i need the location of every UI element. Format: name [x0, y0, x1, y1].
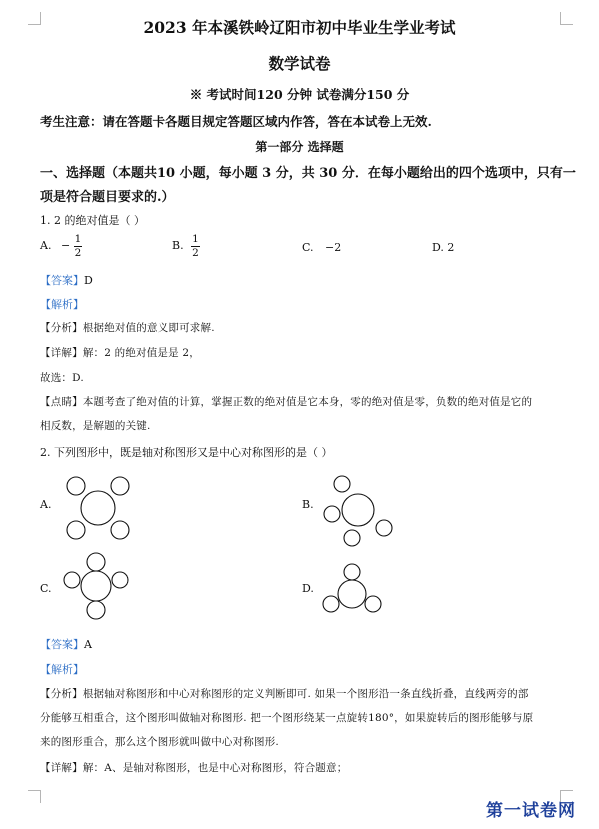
- q2-fenxi-tag: 【分析】: [40, 688, 83, 700]
- q1-option-a-fraction: [74, 234, 83, 258]
- q1-option-c: [302, 241, 341, 254]
- q1-dianjing-line2: 相反数，是解题的关键.: [40, 420, 151, 432]
- section-heading-line1: 一、选择题（本题共10 小题，每小题 3 分，共 30 分．在每小题给出的四个选项中，只有一: [40, 166, 576, 181]
- q2-figure-b: [322, 470, 402, 550]
- q1-option-a-sign: −: [60, 239, 71, 252]
- q1-option-b-denominator: 2: [192, 246, 199, 259]
- q2-fenxi-text: 根据轴对称图形和中心对称图形的定义判断即可. 如果一个图形沿一条直线折叠，直线两旁的部: [82, 688, 529, 700]
- q1-option-b-label: B.: [172, 239, 184, 252]
- q1-fenxi: [40, 320, 215, 335]
- q2-answer-tag: 【答案】: [40, 638, 84, 651]
- exam-title: 2023 年本溪铁岭辽阳市初中毕业生学业考试: [143, 18, 456, 37]
- q1-dianjing-tag: 【点睛】: [40, 396, 83, 408]
- q1-option-b-numerator: 1: [192, 233, 199, 245]
- site-watermark: 第一试卷网: [486, 801, 576, 821]
- q1-option-b: [172, 234, 200, 258]
- exam-subtitle: 数学试卷: [268, 54, 331, 73]
- q1-fenxi-tag: 【分析】: [40, 322, 83, 334]
- q2-figure-a: [60, 470, 140, 550]
- q1-stem: 1. 2 的绝对值是（ ）: [40, 214, 145, 227]
- q1-dianjing-text: 本题考查了绝对值的计算，掌握正数的绝对值是它本身，零的绝对值是零，负数的绝对值是它的: [82, 396, 533, 408]
- q1-xiangjie: [40, 345, 200, 360]
- part-heading: 第一部分 选择题: [255, 140, 344, 154]
- section-heading-line2: 项是符合题目要求的.）: [40, 190, 175, 205]
- q2-fenxi-line2: 分能够互相重合，这个图形叫做轴对称图形. 把一个图形绕某一点旋转180°，如果旋转后的图形能够与原: [40, 712, 534, 724]
- q2-option-d-label: D.: [302, 582, 314, 595]
- q1-analysis-tag: 【解析】: [40, 298, 84, 311]
- q2-option-a-label: A.: [40, 498, 52, 511]
- q1-option-b-fraction: [191, 234, 200, 258]
- q2-figure-c: [60, 552, 140, 620]
- q2-xiangjie-text: 解：A、是轴对称图形，也是中心对称图形，符合题意；: [82, 762, 348, 774]
- q1-answer: [40, 272, 93, 288]
- q2-fenxi-line3: 来的图形重合，那么这个图形就叫做中心对称图形.: [40, 736, 279, 748]
- q1-xiangjie-text: 解：2 的绝对值是是 2，: [82, 347, 200, 359]
- q2-figure-d: [320, 560, 386, 616]
- q2-xiangjie: [40, 760, 347, 775]
- q1-answer-tag: 【答案】: [40, 274, 84, 287]
- q1-option-a-label: A.: [40, 239, 52, 252]
- q2-option-b-label: B.: [302, 498, 314, 511]
- q1-option-c-value: −2: [325, 241, 342, 254]
- q1-option-a: [40, 234, 82, 258]
- q1-option-c-label: C.: [302, 241, 314, 254]
- q2-option-c-label: C.: [40, 582, 52, 595]
- q2-answer-value: A: [84, 638, 92, 651]
- q2-analysis-tag: 【解析】: [40, 663, 84, 676]
- exam-info: ※ 考试时间120 分钟 试卷满分150 分: [189, 87, 410, 102]
- q1-option-a-denominator: 2: [74, 246, 82, 259]
- q1-xiangjie-tag: 【详解】: [40, 347, 83, 359]
- q2-answer: [40, 636, 92, 652]
- candidate-notice: 考生注意：请在答题卡各题目规定答题区域内作答，答在本试卷上无效.: [40, 114, 432, 129]
- q1-answer-value: D: [84, 274, 93, 287]
- q1-dianjing-line1: [40, 394, 532, 409]
- q2-stem: 2. 下列图形中，既是轴对称图形又是中心对称图形的是（ ）: [40, 446, 333, 459]
- q1-fenxi-text: 根据绝对值的意义即可求解.: [82, 322, 215, 334]
- q1-option-d: D. 2: [432, 241, 455, 254]
- q1-conclusion: 故选：D.: [40, 372, 84, 384]
- q2-xiangjie-tag: 【详解】: [40, 762, 83, 774]
- q1-option-a-numerator: 1: [74, 233, 82, 245]
- crop-mark-bottom-left: [28, 790, 41, 803]
- q2-fenxi-line1: [40, 686, 529, 701]
